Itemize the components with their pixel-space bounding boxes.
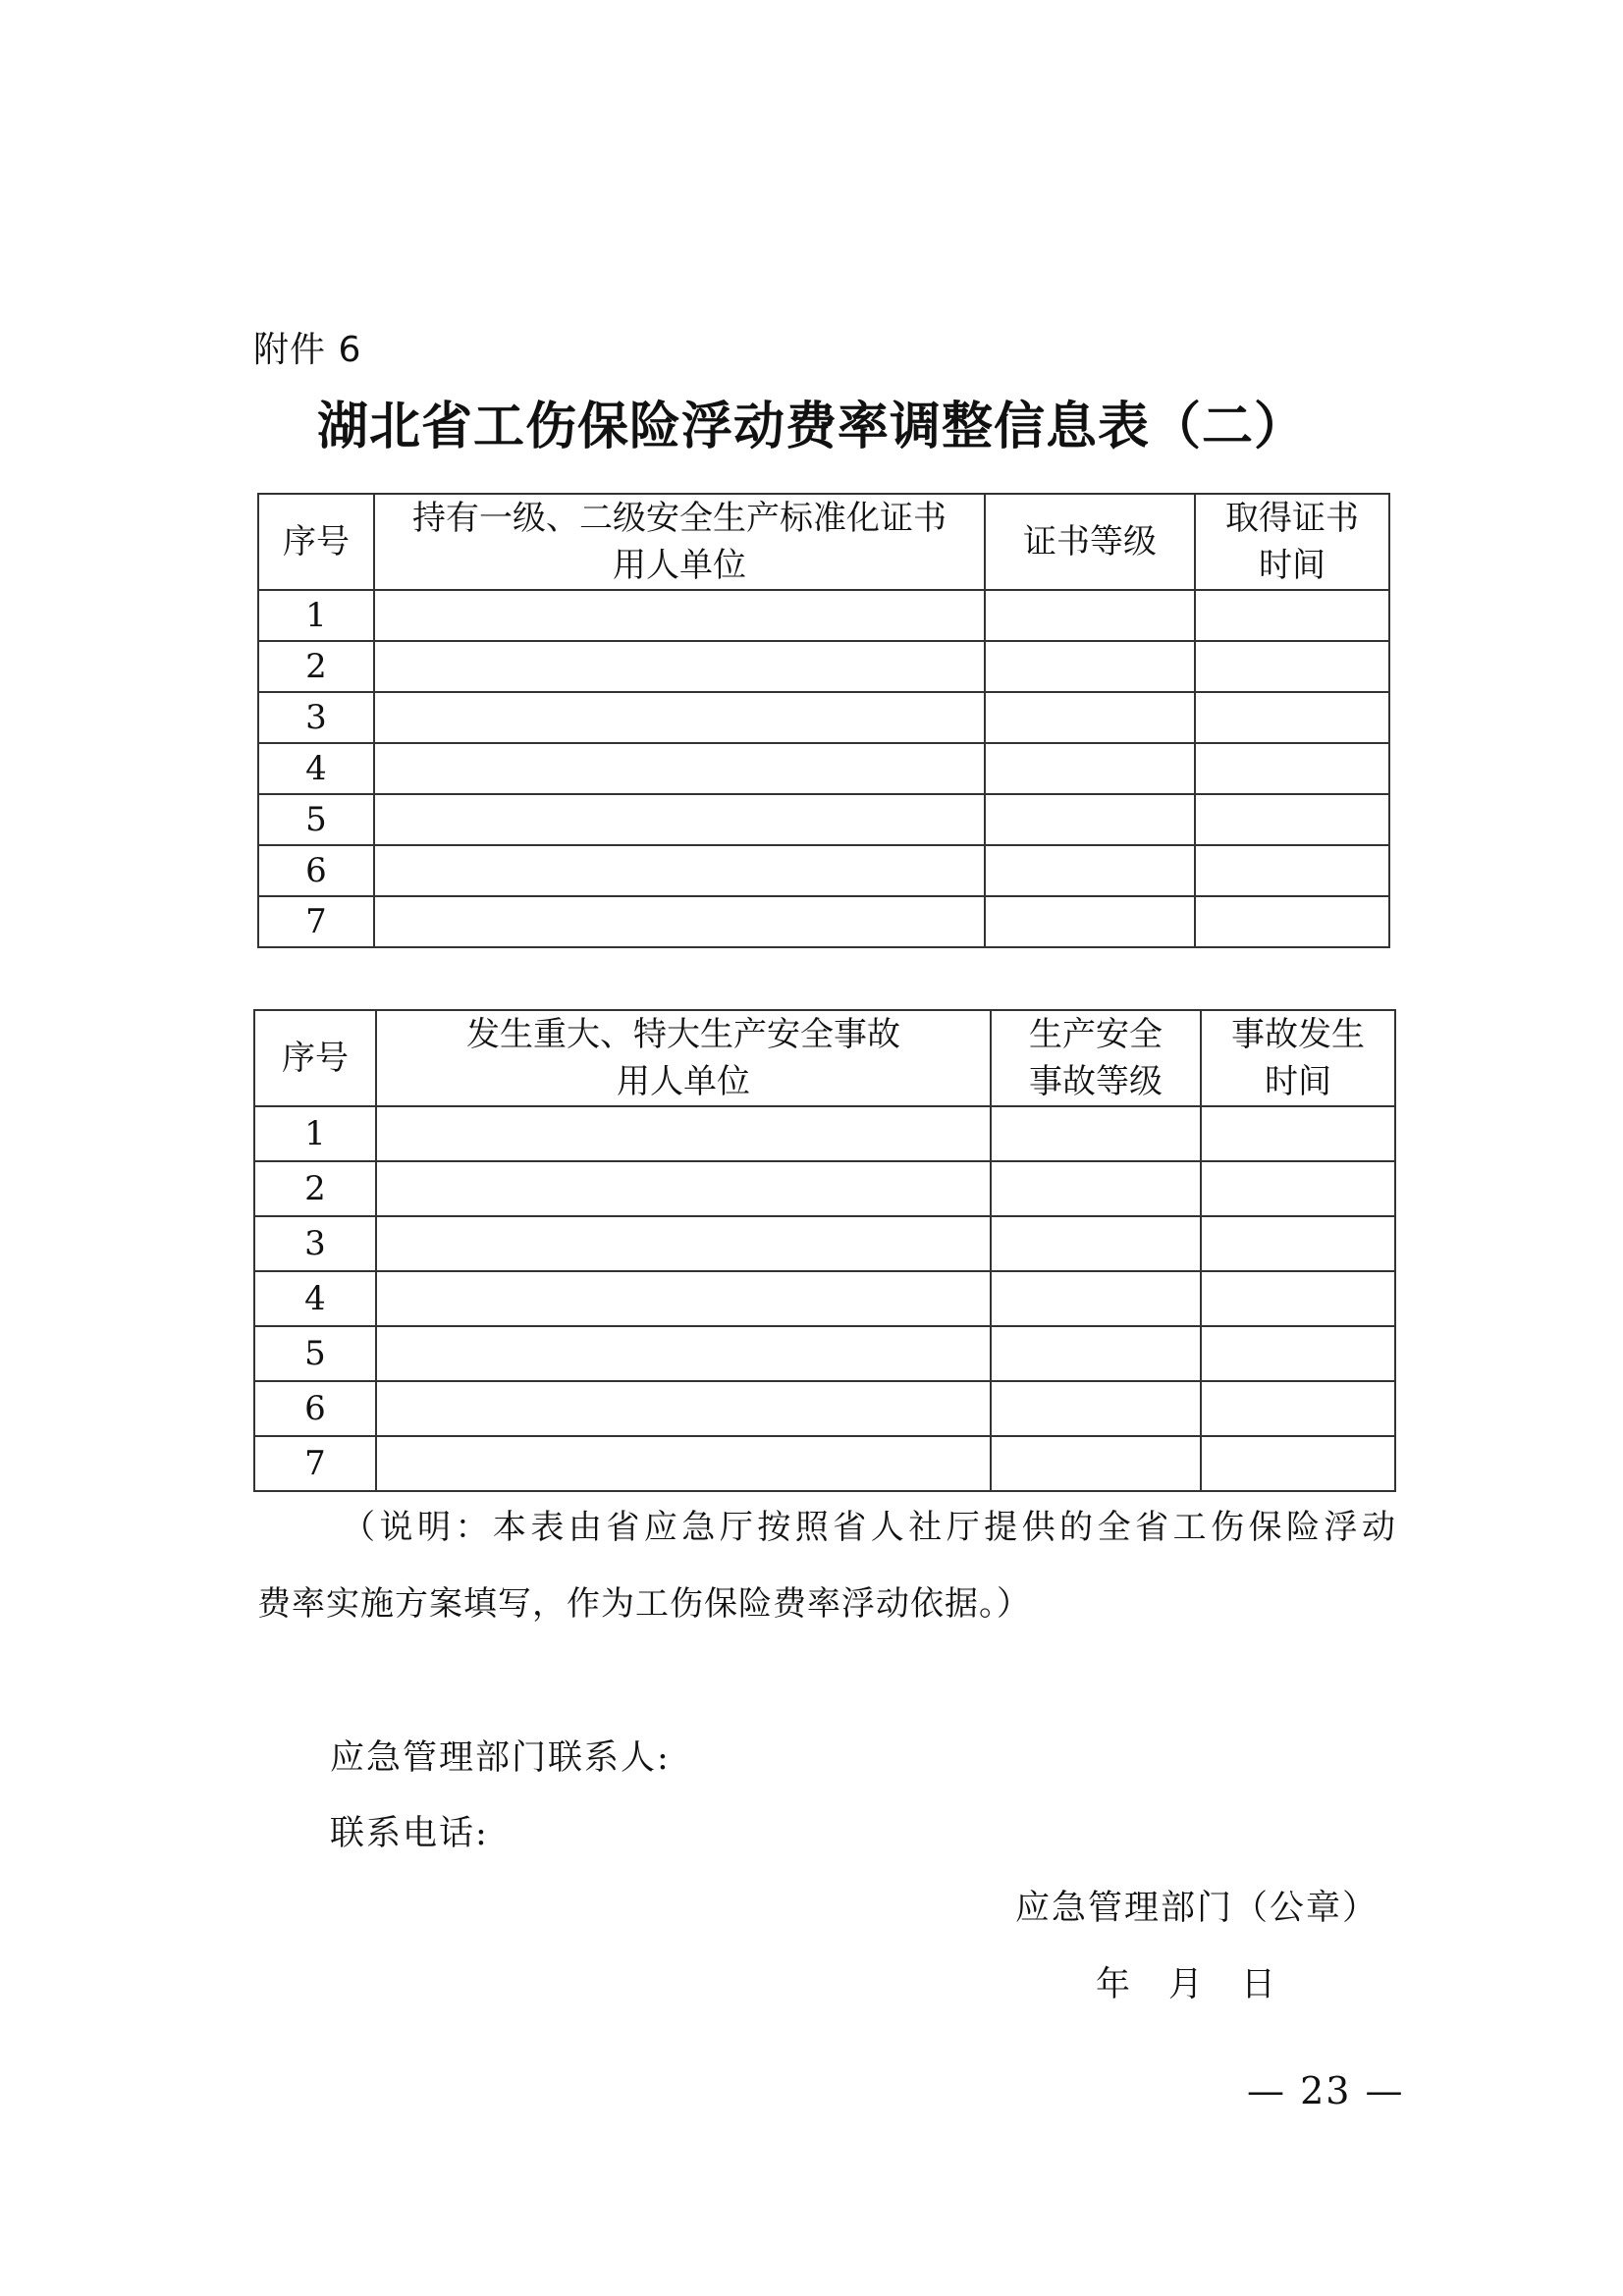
page-title: 湖北省工伤保险浮动费率调整信息表（二）: [316, 397, 1306, 456]
cell-seq: 5: [254, 1326, 376, 1381]
cell-time: [1195, 794, 1389, 845]
cell-seq: 7: [254, 1436, 376, 1491]
cell-time: [1201, 1161, 1395, 1216]
table-row: [258, 641, 1389, 692]
attachment-label: 附件 6: [253, 330, 362, 370]
header-level: 证书等级: [985, 494, 1195, 590]
cell-time: [1195, 641, 1389, 692]
cell-level: [991, 1271, 1201, 1326]
cell-time: [1201, 1381, 1395, 1436]
cell-unit: [374, 845, 985, 896]
table-row: [258, 896, 1389, 947]
table-row: [254, 1271, 1395, 1326]
table-row: [258, 845, 1389, 896]
header-time-line2: 时间: [1259, 546, 1325, 585]
cell-unit: [376, 1436, 991, 1491]
header-unit-line1: 发生重大、特大生产安全事故: [466, 1015, 900, 1054]
header-level-line2: 事故等级: [1029, 1062, 1163, 1101]
header-unit: [374, 494, 985, 590]
table-header-row: [258, 494, 1389, 590]
cell-unit: [374, 641, 985, 692]
header-seq: 序号: [258, 494, 374, 590]
cell-unit: [374, 896, 985, 947]
issuing-unit-seal: 应急管理部门（公章）: [1015, 1889, 1380, 1928]
cell-level: [985, 743, 1195, 794]
table-header-row: [254, 1010, 1395, 1106]
cell-seq: 6: [254, 1381, 376, 1436]
header-time: [1195, 494, 1389, 590]
cell-seq: 2: [258, 641, 374, 692]
cell-seq: 1: [254, 1106, 376, 1161]
cell-time: [1195, 743, 1389, 794]
table-row: [254, 1436, 1395, 1491]
cell-unit: [374, 794, 985, 845]
note-line-2: 费率实施方案填写，作为工伤保险费率浮动依据。）: [257, 1584, 1031, 1624]
header-level-line1: 生产安全: [1029, 1015, 1163, 1054]
cell-level: [985, 692, 1195, 743]
header-time-line1: 事故发生: [1231, 1015, 1365, 1054]
cell-unit: [376, 1326, 991, 1381]
cell-unit: [376, 1271, 991, 1326]
table-row: [258, 692, 1389, 743]
cell-time: [1195, 590, 1389, 641]
header-unit-line1: 持有一级、二级安全生产标准化证书: [412, 499, 947, 538]
table-row: [254, 1326, 1395, 1381]
cell-time: [1195, 692, 1389, 743]
cell-time: [1201, 1106, 1395, 1161]
cell-level: [991, 1381, 1201, 1436]
cell-seq: 4: [258, 743, 374, 794]
cell-level: [991, 1161, 1201, 1216]
table-row: [254, 1216, 1395, 1271]
cell-level: [985, 845, 1195, 896]
header-time: [1201, 1010, 1395, 1106]
cell-time: [1195, 845, 1389, 896]
header-unit-line2: 用人单位: [613, 546, 746, 585]
cell-level: [991, 1326, 1201, 1381]
table-row: [254, 1161, 1395, 1216]
cell-time: [1201, 1436, 1395, 1491]
cell-level: [985, 896, 1195, 947]
cell-seq: 3: [254, 1216, 376, 1271]
header-unit-line2: 用人单位: [617, 1062, 750, 1101]
cell-seq: 3: [258, 692, 374, 743]
cell-unit: [374, 743, 985, 794]
header-level: [991, 1010, 1201, 1106]
cell-seq: 1: [258, 590, 374, 641]
cell-level: [985, 590, 1195, 641]
date-line: 年 月 日: [1096, 1965, 1278, 2004]
cell-seq: 2: [254, 1161, 376, 1216]
cell-unit: [376, 1381, 991, 1436]
cell-time: [1195, 896, 1389, 947]
header-time-line1: 取得证书: [1225, 499, 1359, 538]
table-row: [258, 743, 1389, 794]
cell-seq: 5: [258, 794, 374, 845]
phone-label: 联系电话:: [330, 1814, 489, 1853]
certificate-table: [257, 493, 1390, 948]
page-number: — 23 —: [1247, 2069, 1405, 2112]
contact-person-label: 应急管理部门联系人:: [330, 1738, 671, 1778]
cell-level: [985, 794, 1195, 845]
cell-unit: [376, 1161, 991, 1216]
header-time-line2: 时间: [1265, 1062, 1331, 1101]
cell-unit: [376, 1106, 991, 1161]
cell-seq: 7: [258, 896, 374, 947]
table-row: [254, 1106, 1395, 1161]
table-row: [254, 1381, 1395, 1436]
cell-level: [985, 641, 1195, 692]
accident-table: [253, 1009, 1396, 1492]
table-row: [258, 590, 1389, 641]
header-unit: [376, 1010, 991, 1106]
note-line-1: （说明：本表由省应急厅按照省人社厅提供的全省工伤保险浮动: [342, 1508, 1396, 1547]
cell-level: [991, 1216, 1201, 1271]
cell-seq: 4: [254, 1271, 376, 1326]
cell-time: [1201, 1271, 1395, 1326]
cell-seq: 6: [258, 845, 374, 896]
cell-level: [991, 1436, 1201, 1491]
cell-unit: [376, 1216, 991, 1271]
cell-unit: [374, 590, 985, 641]
cell-level: [991, 1106, 1201, 1161]
cell-unit: [374, 692, 985, 743]
cell-time: [1201, 1326, 1395, 1381]
cell-time: [1201, 1216, 1395, 1271]
header-seq: 序号: [254, 1010, 376, 1106]
table-row: [258, 794, 1389, 845]
